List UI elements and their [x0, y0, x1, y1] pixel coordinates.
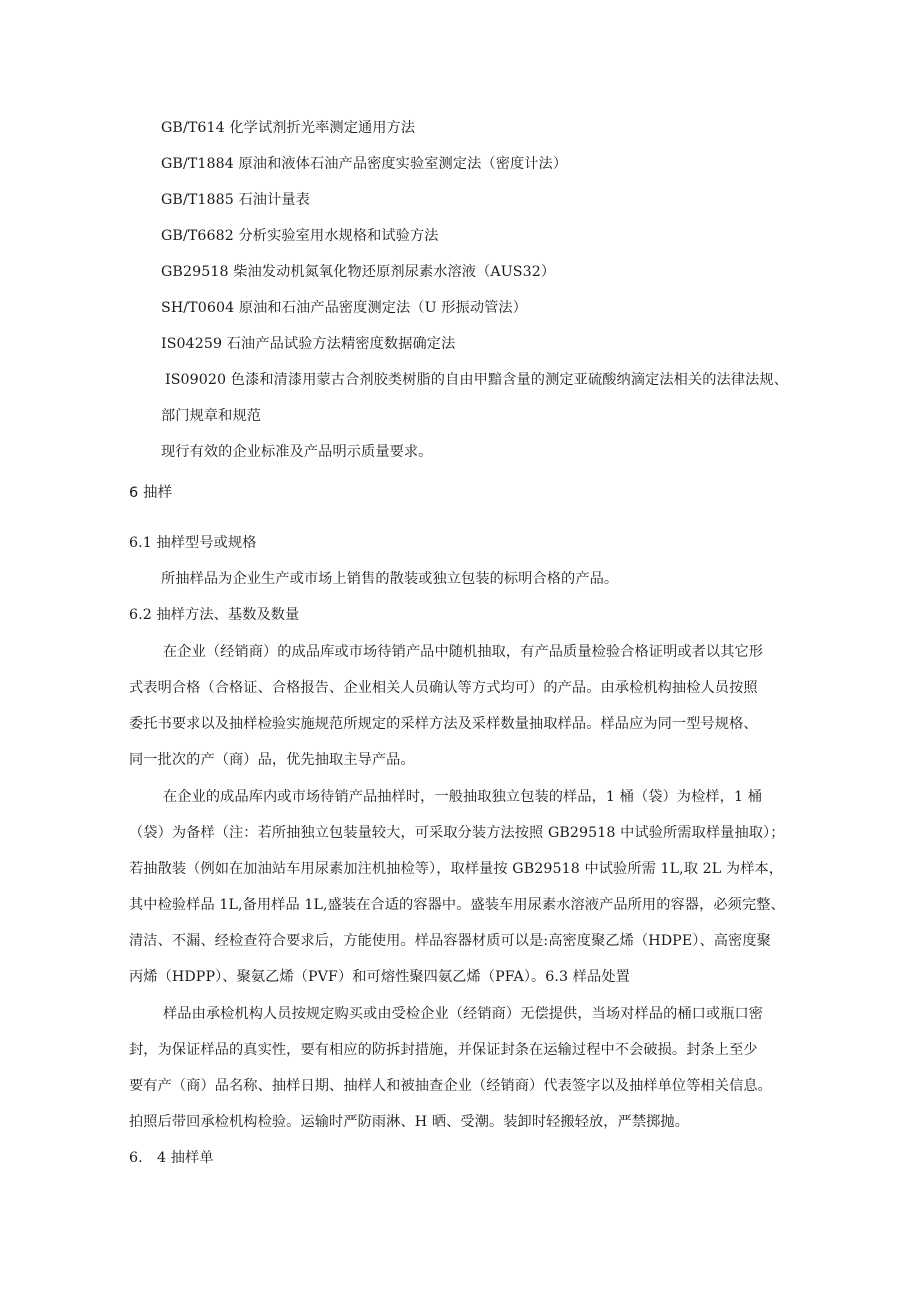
reference-gbt614: GB/T614 化学试剂折光率测定通用方法: [161, 120, 416, 136]
reference-gb29518: GB29518 柴油发动机氮氧化物还原剂尿素水溶液（AUS32）: [161, 264, 556, 280]
section-6-2-para2-line2: （袋）为备样（注：若所抽独立包装量较大，可采取分装方法按照 GB29518 中试验所需取样量抽取）；: [129, 825, 785, 841]
section-6-2-para1-line3: 委托书要求以及抽样检验实施规范所规定的采样方法及采样数量抽取样品。样品应为同一型号规格、: [129, 716, 758, 732]
section-6-2-para2-line6: 丙烯（HDPP）、聚氨乙烯（PVF）和可熔性聚四氨乙烯（PFA）。6.3 样品处置: [129, 969, 630, 985]
section-6-3-para-line3: 要有产（商）品名称、抽样日期、抽样人和被抽查企业（经销商）代表签字以及抽样单位等相关信息。: [129, 1078, 772, 1094]
reference-iso9020-cont: 部门规章和规范: [161, 408, 262, 424]
reference-gbt6682: GB/T6682 分析实验室用水规格和试验方法: [161, 228, 439, 244]
reference-iso9020: IS09020 色漆和清漆用蒙古合剂胶类树脂的自由甲黯含量的测定亚硫酸纳滴定法相关的法律法规、: [165, 372, 788, 388]
section-6-2-para1-line1: 在企业（经销商）的成品库或市场待销产品中随机抽取，有产品质量检验合格证明或者以其它形: [163, 644, 764, 660]
reference-gbt1884: GB/T1884 原油和液体石油产品密度实验室测定法（密度计法）: [161, 156, 568, 172]
section-6-2-para2-line1: 在企业的成品库内或市场待销产品抽样时，一般抽取独立包装的样品，1 桶（袋）为检样，1 桶: [163, 789, 762, 805]
section-6-2-para2-line4: 其中检验样品 1L,备用样品 1L,盛装在合适的容器中。盛装车用尿素水溶液产品所用的容器，必须完整、: [129, 897, 785, 913]
section-6-2-para1-line2: 式表明合格（合格证、合格报告、企业相关人员确认等方式均可）的产品。由承检机构抽检人员按照: [129, 680, 758, 696]
section-6-3-para-line2: 封，为保证样品的真实性，要有相应的防拆封措施，并保证封条在运输过程中不会破损。封条上至少: [129, 1042, 758, 1058]
section-6-1-heading: 6.1 抽样型号或规格: [129, 535, 257, 551]
reference-iso4259: IS04259 石油产品试验方法精密度数据确定法: [161, 336, 456, 352]
reference-gbt1885: GB/T1885 石油计量表: [161, 192, 310, 208]
section-6-heading: 6 抽样: [129, 485, 173, 501]
reference-sht0604: SH/T0604 原油和石油产品密度测定法（U 形振动管法）: [161, 300, 527, 316]
section-6-2-para1-line4: 同一批次的产（商）品，优先抽取主导产品。: [129, 752, 415, 768]
section-6-4-heading: 6. 4 抽样单: [129, 1150, 214, 1166]
reference-enterprise-standard: 现行有效的企业标准及产品明示质量要求。: [161, 444, 433, 460]
section-6-2-para2-line5: 清洁、不漏、经检查符合要求后，方能使用。样品容器材质可以是:高密度聚乙烯（HDPE）、高密度聚: [129, 933, 771, 949]
section-6-2-heading: 6.2 抽样方法、基数及数量: [129, 607, 300, 623]
section-6-3-para-line1: 样品由承检机构人员按规定购买或由受检企业（经销商）无偿提供，当场对样品的桶口或瓶口密: [163, 1006, 764, 1022]
section-6-1-body: 所抽样品为企业生产或市场上销售的散装或独立包装的标明合格的产品。: [161, 571, 619, 587]
section-6-3-para-line4: 拍照后带回承检机构检验。运输时严防雨淋、H 晒、受潮。装卸时轻搬轻放，严禁掷抛。: [129, 1114, 690, 1130]
section-6-2-para2-line3: 若抽散装（例如在加油站车用尿素加注机抽检等），取样量按 GB29518 中试验所需 1L,取 2L 为样本，: [129, 861, 784, 877]
